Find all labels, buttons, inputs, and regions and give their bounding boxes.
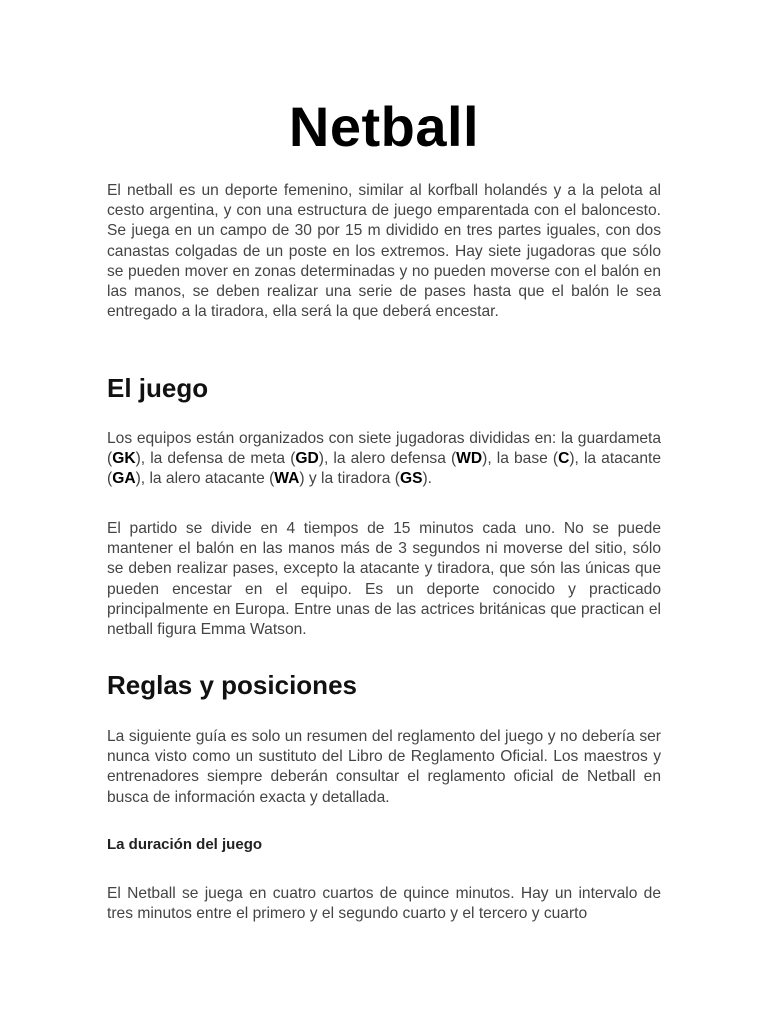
intro-paragraph: El netball es un deporte femenino, similar al korfball holandés y a la pelota al cesto argentina, y con una estructura de juego emparentada con el baloncesto. Se juega en un campo de 30 por 15 m dividido en tres partes iguales, con dos canastas colgadas de un poste en los extremos. Hay siete jugadoras que sólo se pueden mover en zonas determinadas y no pueden moverse con el balón en las manos, se deben realizar una serie de pases hasta que el balón le sea entregado a la tiradora, ella será la que deberá encestar. [107, 182, 661, 321]
duracion-paragraph: El Netball se juega en cuatro cuartos de quince minutos. Hay un intervalo de tres minutos entre el primero y el segundo cuarto y el tercero y cuarto [107, 885, 661, 923]
positions-text: ), la alero defensa ( [318, 450, 457, 468]
position-code-gd: GD [295, 450, 319, 468]
section-heading-reglas: Reglas y posiciones [107, 670, 357, 700]
position-code-wa: WA [274, 470, 300, 488]
position-code-gk: GK [112, 450, 136, 468]
positions-text: Los equipos están organizados con siete jugadoras divididas en: la guardameta ( [107, 430, 661, 468]
positions-text: ), la alero atacante ( [135, 470, 275, 488]
guide-paragraph: La siguiente guía es solo un resumen del reglamento del juego y no debería ser nunca visto como un sustituto del Libro de Reglamento Oficial. Los maestros y entrenadores siempre deberán consultar el reglamento oficial de Netball en busca de información exacta y detallada. [107, 728, 661, 806]
position-code-c: C [558, 450, 570, 468]
positions-text: ). [422, 470, 432, 488]
section-heading-el-juego: El juego [107, 373, 209, 403]
positions-text: ) y la tiradora ( [299, 470, 400, 488]
positions-text: ), la defensa de meta ( [135, 450, 296, 468]
position-code-ga: GA [112, 470, 136, 488]
positions-text: ), la atacante ( [107, 450, 662, 488]
partido-paragraph: El partido se divide en 4 tiempos de 15 minutos cada uno. No se puede mantener el balón en las manos más de 3 segundos ni moverse del sitio, sólo se deben realizar pases, excepto la atacante y tiradora, que són las únicas que pueden encestar en el equipo. Es un deporte conocido y practicado principalmente en Europa. Entre unas de las actrices británicas que practican el netball figura Emma Watson. [107, 520, 661, 639]
position-code-gs: GS [399, 470, 423, 488]
position-code-wd: WD [456, 450, 483, 468]
subheading-duracion: La duración del juego [107, 836, 263, 853]
document-title: Netball [288, 95, 480, 158]
positions-paragraph [107, 429, 661, 490]
positions-text: ), la base ( [482, 450, 559, 468]
